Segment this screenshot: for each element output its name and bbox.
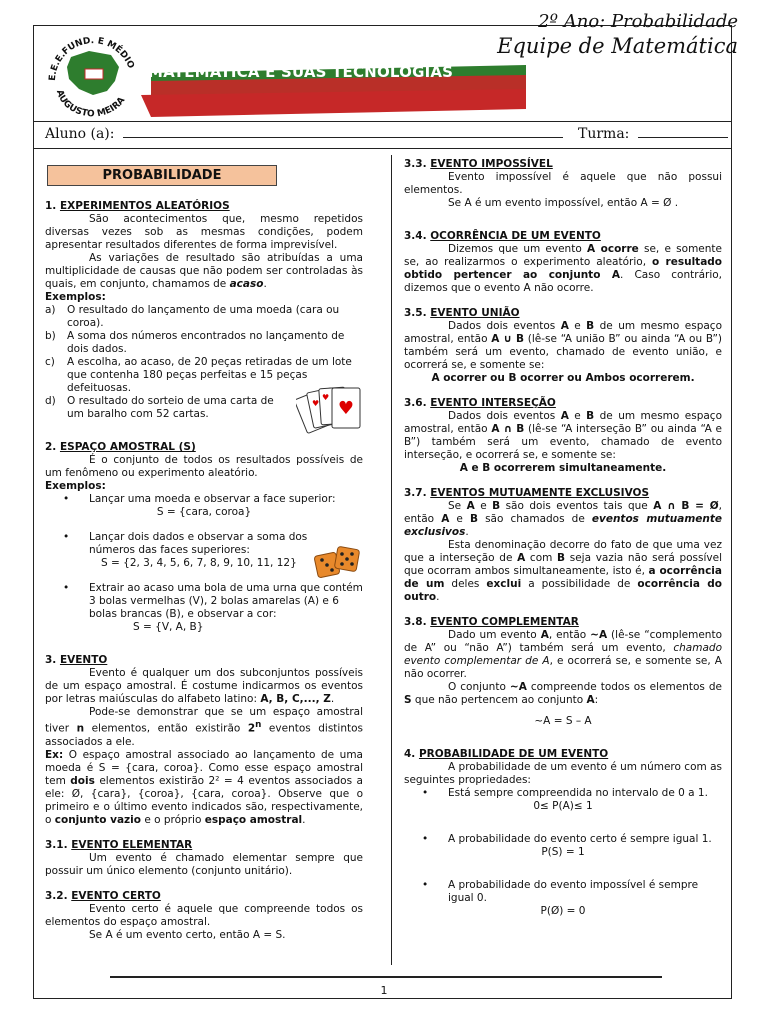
text-run: . Caso contrário, dizemos que o evento A não ocorre. xyxy=(404,269,722,294)
section-number: 2. xyxy=(45,441,60,453)
list-marker: c) xyxy=(45,356,55,368)
footer-rule xyxy=(110,976,662,978)
text-run: A xyxy=(560,320,569,332)
section-3-1-paragraph: Um evento é chamado elementar sempre que possuir um único elemento (conjunto unitário). xyxy=(45,851,363,877)
aluno-label: Aluno (a): xyxy=(45,126,115,142)
section-title: ESPAÇO AMOSTRAL (S) xyxy=(59,441,196,453)
section-3-8-paragraph-1 xyxy=(404,629,722,681)
section-title: EVENTOS MUTUAMENTE EXCLUSIVOS xyxy=(430,487,650,499)
section-number: 3.3. xyxy=(404,158,431,170)
column-divider xyxy=(391,155,392,965)
section-3-5-condition xyxy=(404,372,722,385)
text-run: a ocorrência de um xyxy=(404,565,722,590)
text-run: n xyxy=(76,722,85,735)
section-3-6-paragraph xyxy=(404,410,722,462)
bullet-item: • Lançar dois dados e observar a soma dos números das faces superiores: xyxy=(63,531,363,557)
text-run: A xyxy=(466,500,475,512)
svg-text:♥: ♥ xyxy=(322,393,330,402)
bullet-item: • Lançar uma moeda e observar a face superior: xyxy=(63,493,363,506)
set-formula: S = {V, A, B} xyxy=(133,621,204,633)
section-2-paragraph: É o conjunto de todos os resultados possíveis de um fenômeno ou experimento aleatório. xyxy=(45,454,363,479)
text-run: , então xyxy=(548,629,591,641)
section-title: EVENTO CERTO xyxy=(71,889,161,902)
turma-group xyxy=(578,126,728,142)
text-run: deles xyxy=(444,578,487,590)
property-formula: 0≤ P(A)≤ 1 xyxy=(533,800,593,812)
property-formula: P(S) = 1 xyxy=(541,846,585,858)
section-3-8-heading xyxy=(404,616,722,629)
svg-text:♥: ♥ xyxy=(312,399,320,408)
grade-subject-title: 2º Ano: Probabilidade xyxy=(538,11,738,32)
examples-label xyxy=(45,480,363,493)
section-number: 3.2. xyxy=(45,889,72,902)
page-number: 1 xyxy=(380,984,388,997)
playing-cards-illustration xyxy=(296,380,368,440)
section-3-7-paragraph-1 xyxy=(404,500,722,539)
text-run: A ∪ B xyxy=(491,333,525,345)
text-run: ~A xyxy=(590,629,608,641)
text-run: de um mesmo espaço amostral, então xyxy=(404,320,722,345)
section-title: EVENTO ELEMENTAR xyxy=(71,838,193,851)
text-run: A ∩ B = Ø xyxy=(653,500,719,512)
section-3-5-heading xyxy=(404,307,722,320)
bullet-text: Lançar dois dados e observar a soma dos números das faces superiores: xyxy=(89,531,308,556)
section-4-heading xyxy=(404,748,722,761)
list-marker: d) xyxy=(45,395,56,407)
right-column xyxy=(404,158,722,918)
section-1-heading xyxy=(45,200,363,213)
text-run: acaso xyxy=(229,278,264,290)
text-run: . xyxy=(302,813,306,826)
text-run: Ex: xyxy=(45,748,64,761)
section-3-2-paragraph-1: Evento certo é aquele que compreende todos os elementos do espaço amostral. xyxy=(45,902,363,928)
text-run: (lê-se “A união B” ou ainda “A ou B”) também será um evento, chamado de evento união, e ocorrerá se, e somente se: xyxy=(404,333,722,371)
text-run: ~A xyxy=(509,681,527,693)
text-run: com xyxy=(525,552,558,564)
text-run: a possibilidade de xyxy=(521,578,638,590)
section-3-4-heading xyxy=(404,230,722,243)
text-run: , e ocorrerá se, e somente se, A não ocorrer. xyxy=(404,655,722,680)
header-titles xyxy=(497,11,738,58)
list-text: O resultado do lançamento de uma moeda (cara ou coroa). xyxy=(67,304,340,329)
section-number: 3. xyxy=(45,654,60,666)
text-run: Exemplos: xyxy=(45,291,106,303)
banner-text: MATEMÁTICA E SUAS TECNOLOGIAS xyxy=(148,63,454,81)
text-run: A e B ocorrerem simultaneamente. xyxy=(459,462,667,474)
section-3-example xyxy=(45,749,363,827)
text-run: chamado evento complementar de A xyxy=(404,642,722,667)
text-run: B xyxy=(469,513,478,525)
text-run: B xyxy=(586,410,595,422)
text-run: : xyxy=(594,694,599,706)
school-logo xyxy=(41,29,141,117)
section-3-3-paragraph-2: Se A é um evento impossível, então A = Ø . xyxy=(448,197,679,209)
logo-top-text: E.E.E.FUND. E MÉDIO xyxy=(47,36,136,82)
examples-label xyxy=(45,291,363,304)
text-run: A ocorre xyxy=(586,243,639,255)
text-run: , então xyxy=(404,500,722,525)
turma-field[interactable] xyxy=(638,126,728,138)
text-run: A xyxy=(517,552,526,564)
text-run: A xyxy=(586,694,595,706)
text-run: compreende todos os elementos de xyxy=(526,681,722,693)
list-marker: b) xyxy=(45,330,56,342)
section-title: OCORRÊNCIA DE UM EVENTO xyxy=(430,230,601,242)
text-run: Esta denominação decorre do fato de que uma vez que a interseção de xyxy=(404,539,722,564)
text-run: Pode-se demonstrar que se um espaço amostral tiver xyxy=(45,706,363,735)
bullet-text: Lançar uma moeda e observar a face superior: xyxy=(89,493,336,505)
text-run: seja vazia não será possível que ocorram ambos simultaneamente, isto é, xyxy=(404,552,723,577)
text-run: e xyxy=(449,513,470,525)
text-run: (lê-se “A interseção B” ou ainda “A e B”) também será um evento, chamado de evento interseção, e ocorrerá se, e somente se: xyxy=(404,423,723,461)
list-item xyxy=(45,304,363,330)
text-run: . xyxy=(330,693,335,705)
section-number: 3.6. xyxy=(404,397,431,409)
text-run: espaço amostral xyxy=(204,813,303,826)
section-3-6-heading xyxy=(404,397,722,410)
section-3-3-paragraph-1: Evento impossível é aquele que não possui elementos. xyxy=(404,171,722,196)
text-run: n xyxy=(255,720,262,730)
text-run: eventos mutuamente exclusivos xyxy=(404,513,722,538)
text-run: conjunto vazio xyxy=(54,813,141,826)
section-number: 3.1. xyxy=(45,838,72,851)
bullet-item: • Está sempre compreendida no intervalo de 0 a 1. xyxy=(422,787,722,800)
text-run: . xyxy=(436,591,440,603)
section-3-2-heading xyxy=(45,890,363,903)
text-run: se, e somente se, ao realizarmos o experimento aleatório, xyxy=(404,243,722,268)
text-run: Exemplos: xyxy=(45,480,106,492)
list-item xyxy=(45,330,363,356)
bullet-text: A probabilidade do evento impossível é sempre igual 0. xyxy=(448,879,699,904)
text-run: O conjunto xyxy=(448,681,510,693)
text-run: são dois eventos tais que xyxy=(500,500,654,512)
set-formula: S = {cara, coroa} xyxy=(156,506,252,518)
text-run: Dados dois eventos xyxy=(448,410,561,422)
main-title: PROBABILIDADE xyxy=(47,165,277,186)
text-run: O espaço amostral associado ao lançamento de uma moeda é S = {cara, coroa}. Como esse espaço amostral tem xyxy=(45,748,363,787)
section-3-3-heading xyxy=(404,158,722,171)
text-run: . xyxy=(465,526,469,538)
section-2-heading xyxy=(45,441,363,454)
text-run: e xyxy=(568,410,587,422)
bullet-item: • Extrair ao acaso uma bola de uma urna que contém 3 bolas vermelhas (V), 2 bolas amarelas (A) e 6 bolas brancas (B), e observar a cor: xyxy=(63,582,363,620)
section-title: EXPERIMENTOS ALEATÓRIOS xyxy=(59,200,230,212)
text-run: A xyxy=(560,410,569,422)
text-run: B xyxy=(586,320,595,332)
text-run: são chamados de xyxy=(477,513,592,525)
section-3-2-paragraph-2: Se A é um evento certo, então A = S. xyxy=(89,928,286,941)
section-number: 4. xyxy=(404,748,419,760)
text-run: A ocorrer ou B ocorrer ou Ambos ocorrerem. xyxy=(431,372,695,384)
set-formula: S = {2, 3, 4, 5, 6, 7, 8, 9, 10, 11, 12} xyxy=(101,557,297,569)
section-3-7-heading xyxy=(404,487,722,500)
section-number: 3.4. xyxy=(404,230,431,242)
property-formula: P(Ø) = 0 xyxy=(540,905,586,917)
text-run: Se xyxy=(448,500,467,512)
text-run: Evento é qualquer um dos subconjuntos possíveis de um espaço amostral. É costume indicarmos os eventos por letras maiúsculas do alfabeto latino: xyxy=(45,667,363,705)
bullet-item: • A probabilidade do evento certo é sempre igual 1. xyxy=(422,833,722,846)
complement-formula: ~A = S – A xyxy=(534,715,592,727)
text-run: que não pertencem ao conjunto xyxy=(411,694,587,706)
section-title: EVENTO COMPLEMENTAR xyxy=(430,616,579,628)
text-run: elementos existirão 2² = 4 eventos associados a ele: Ø, {cara}, {coroa}, {cara, coroa}. Observe que o primeiro e o último evento indicados são, respectivamente, o xyxy=(45,774,363,826)
section-3-paragraph-1 xyxy=(45,667,363,706)
section-3-4-paragraph xyxy=(404,243,722,295)
section-number: 1. xyxy=(45,200,60,212)
text-run: exclui xyxy=(486,578,522,590)
turma-label: Turma: xyxy=(578,126,630,142)
section-3-paragraph-2 xyxy=(45,706,363,749)
section-title: EVENTO UNIÃO xyxy=(430,307,520,319)
text-run: de um mesmo espaço amostral, então xyxy=(404,410,722,435)
section-4-paragraph: A probabilidade de um evento é um número com as seguintes propriedades: xyxy=(404,761,722,786)
list-text: A escolha, ao acaso, de 20 peças retiradas de um lote que contenha 180 peças perfeitas e 15 peças defeituosas. xyxy=(67,356,352,394)
section-3-1-heading xyxy=(45,839,363,852)
section-title: EVENTO INTERSEÇÃO xyxy=(430,397,556,409)
section-3-heading xyxy=(45,654,363,667)
text-run: A ∩ B xyxy=(491,423,525,435)
section-number: 3.5. xyxy=(404,307,431,319)
text-run: e o próprio xyxy=(140,813,205,826)
section-number: 3.7. xyxy=(404,487,431,499)
dice-illustration xyxy=(312,542,364,584)
list-text: A soma dos números encontrados no lançamento de dois dados. xyxy=(67,330,345,355)
text-run: (lê-se “complemento de A” ou “não A”) também será um evento, xyxy=(404,629,722,654)
section-1-paragraph-2 xyxy=(45,252,363,291)
text-run: A, B, C,..., Z xyxy=(260,693,331,705)
section-title: EVENTO xyxy=(59,654,108,666)
section-3-7-paragraph-2 xyxy=(404,539,722,604)
text-run: eventos distintos associados a ele. xyxy=(45,722,364,748)
bullet-text: Está sempre compreendida no intervalo de 0 a 1. xyxy=(448,787,708,799)
list-marker: a) xyxy=(45,304,56,316)
bullet-item: • A probabilidade do evento impossível é sempre igual 0. xyxy=(422,879,722,905)
text-run: e xyxy=(474,500,493,512)
text-run: As variações de resultado são atribuídas a uma multiplicidade de causas que não podem ser controladas às quais, em conjunto, chamamos de xyxy=(45,252,363,290)
text-run: S xyxy=(404,694,412,706)
text-run: B xyxy=(492,500,501,512)
section-title: EVENTO IMPOSSÍVEL xyxy=(430,158,553,170)
text-run: elementos, então existirão xyxy=(84,722,248,735)
text-run: Dados dois eventos xyxy=(448,320,561,332)
text-run: B xyxy=(557,552,566,564)
section-3-5-paragraph xyxy=(404,320,722,372)
text-run: o resultado obtido pertencer ao conjunto A xyxy=(404,256,723,281)
text-run: 2 xyxy=(247,722,256,735)
aluno-field[interactable] xyxy=(123,126,563,138)
text-run: A xyxy=(441,513,450,525)
section-1-paragraph-1: São acontecimentos que, mesmo repetidos diversas vezes sob as mesmas condições, podem apresentar resultados diferentes de forma imprevisível. xyxy=(45,213,363,251)
text-run: Dizemos que um evento xyxy=(448,243,587,255)
student-info-row xyxy=(33,121,732,149)
text-run: ocorrência do outro xyxy=(404,578,722,603)
section-3-6-condition xyxy=(404,462,722,475)
svg-text:♥: ♥ xyxy=(337,398,355,419)
bullet-text: Extrair ao acaso uma bola de uma urna que contém 3 bolas vermelhas (V), 2 bolas amarelas (A) e 6 bolas brancas (B), e observar a cor: xyxy=(89,582,363,620)
text-run: . xyxy=(263,278,267,290)
text-run: A xyxy=(540,629,549,641)
logo-bottom-text: AUGUSTO MEIRA xyxy=(53,88,128,117)
team-title: Equipe de Matemática xyxy=(497,34,738,58)
section-number: 3.8. xyxy=(404,616,431,628)
text-run: Dado um evento xyxy=(448,629,541,641)
section-title: PROBABILIDADE DE UM EVENTO xyxy=(418,748,609,760)
section-3-8-paragraph-2 xyxy=(404,681,722,707)
bullet-text: A probabilidade do evento certo é sempre igual 1. xyxy=(448,833,712,845)
list-text: O resultado do sorteio de uma carta de um baralho com 52 cartas. xyxy=(67,395,274,420)
text-run: dois xyxy=(70,774,95,787)
text-run: e xyxy=(568,320,587,332)
